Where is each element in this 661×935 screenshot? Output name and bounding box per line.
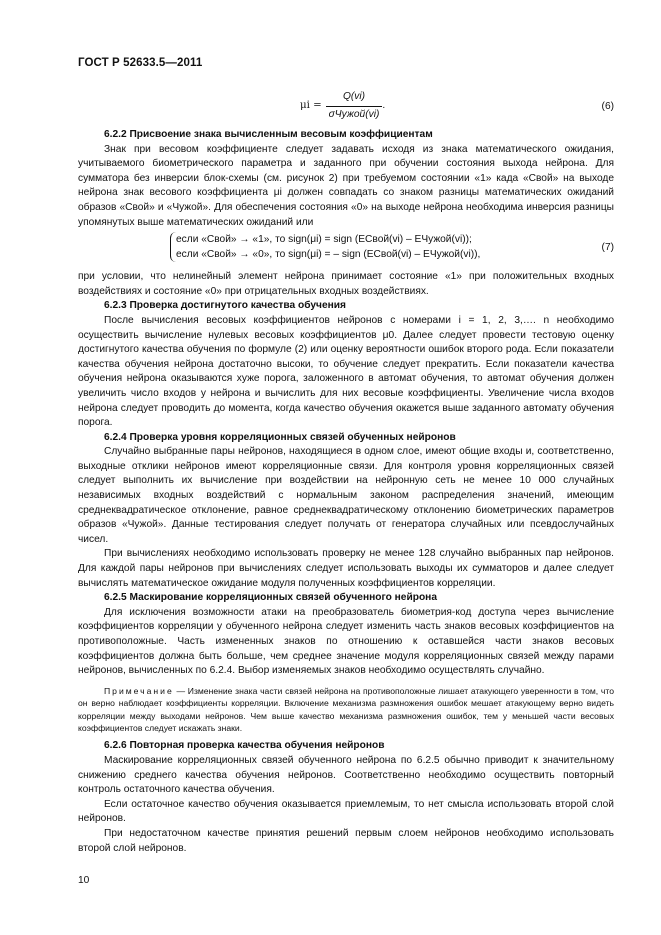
document-body [78,88,614,856]
formula-7 [78,232,614,266]
note-label: Примечание [104,685,174,696]
paragraph: Знак при весовом коэффициенте следует задавать исходя из знака математического ожидания, учитываемого биометрического параметра и заданного при обучении состояния выхода нейрона. Для сумматора без инверсии блок-схемы (см. рисунок 2) при требуемом состоянии «1» када «Свой» на выходе нейрона знак весового коэффициента μi должен совпадать со знаком разницы математических ожиданий образов «Свой» и «Чужой». Для обеспечения состояния «0» на выходе нейрона необходима инверсия разницы упомянутых выше математических ожиданий или [78,143,614,228]
formula-7-line-1: если «Свой» → «1», то sign(μi) = sign (EСвой(vi) – EЧужой(vi)); [176,234,472,246]
page-number: 10 [78,875,90,886]
formula-6 [78,88,614,128]
note [78,685,614,735]
paragraph: Случайно выбранные пары нейронов, находящиеся в одном слое, имеют общие входы и, соответственно, выходные отклики нейронов имеют корреляционные связи. Для контроля уровня корреляционных связей следует выполнить их вычисление при воздействии на нейронную сеть не менее 10 000 случайных независимых входных воздействий с нормальным законом распределения значений, имеющим среднеквадратическое отклонение, равное среднеквадратическому отклонению биометрических параметров образов «Чужой». Данные тестирования следует получать от генератора случайных или псевдослучайных чисел. [78,446,614,545]
paragraph: Для исключения возможности атаки на преобразователь биометрия-код доступа через вычисление коэффициентов корреляции у обученного нейрона следует изменить часть знаков весовых коэффициентов на противоположные. Часть измененных знаков по отношению к оставшейся части знаков весовых коэффициентов должна быть больше, чем среднее значение модуля корреляционных связей между парами нейронов, вычисленных по 6.2.4. Выбор изменяемых знаков необходимо осуществлять случайно. [78,606,614,677]
paragraph: Если остаточное качество обучения оказывается приемлемым, то нет смысла использовать второй слой нейронов. [78,798,614,825]
formula-6-denominator: σЧужой(vi) [326,106,383,123]
formula-6-fraction [326,90,386,122]
formula-6-trail: . [382,99,386,111]
section-heading-6-2-2: 6.2.2 Присвоение знака вычисленным весовым коэффициентам [104,129,433,140]
paragraph: После вычисления весовых коэффициентов нейронов с номерами i = 1, 2, 3,…. n необходимо осуществить вычисление нулевых весовых коэффициентов μ0. Далее следует провести тестовую оценку достигнутого качества обучения по формуле (2) или оценку вероятности ошибок второго рода. Если показатели качества обучения нейрона достаточно высоки, то обучение следует прекратить. Если показатели качества обучения нейрона оказываются хуже порога, заложенного в автомат обучения, то автомат обучения должен увеличить число входов у нейрона и вычислить для них весовые коэффициенты. Увеличение числа входов нейрона следует проводить до момента, когда качество обучения окажется выше заданного автомату обучения порога. [78,314,614,429]
section-heading-6-2-3: 6.2.3 Проверка достигнутого качества обучения [104,300,346,312]
paragraph: Маскирование корреляционных связей обученного нейрона по 6.2.5 обычно приводит к значительному снижению среднего качества обучения нейронов. Соответственно необходимо осуществить повторный контроль остаточного качества обучения. [78,755,614,796]
section-heading-6-2-5: 6.2.5 Маскирование корреляционных связей обученного нейрона [104,592,438,604]
formula-7-number: (7) [601,242,614,254]
note-text: — Изменение знака части связей нейрона на противоположные лишает атакующего уверенности в том, что он верно наблюдает коэффициенты корреляции. Включение механизма размножения ошибок мешает атакующему верно видеть корреляции между выходами нейронов. Чем выше качество механизма размножения ошибок, тем у меньшей части весовых коэффициентов следует искажать знаки. [78,685,614,733]
formula-6-lhs: μi = [300,99,322,111]
formula-6-numerator: Q(vi) [342,91,366,102]
paragraph: При вычислениях необходимо использовать проверку не менее 128 случайно выбранных пар нейронов. Для каждой пары нейронов при вычислениях следует использовать выходы их сумматоров и далее следует вычислять математическое ожидание модуля полученных коэффициентов корреляции. [78,548,614,589]
section-heading-6-2-6: 6.2.6 Повторная проверка качества обучения нейронов [104,740,385,752]
document-header: ГОСТ Р 52633.5—2011 [78,57,203,69]
formula-6-expression [300,90,385,122]
formula-7-line-2: если «Свой» → «0», то sign(μi) = – sign (EСвой(vi) – EЧужой(vi)), [176,249,481,261]
section-heading-6-2-4: 6.2.4 Проверка уровня корреляционных связей обученных нейронов [104,431,456,443]
formula-7-system [170,232,480,262]
paragraph: При недостаточном качестве принятия решений первым слоем нейронов необходимо использовать второй слой нейронов. [78,827,614,854]
paragraph: при условии, что нелинейный элемент нейрона принимает состояние «1» при положительных входных воздействиях и состояние «0» при отрицательных входных воздействиях. [78,271,614,297]
formula-6-number: (6) [601,101,614,112]
